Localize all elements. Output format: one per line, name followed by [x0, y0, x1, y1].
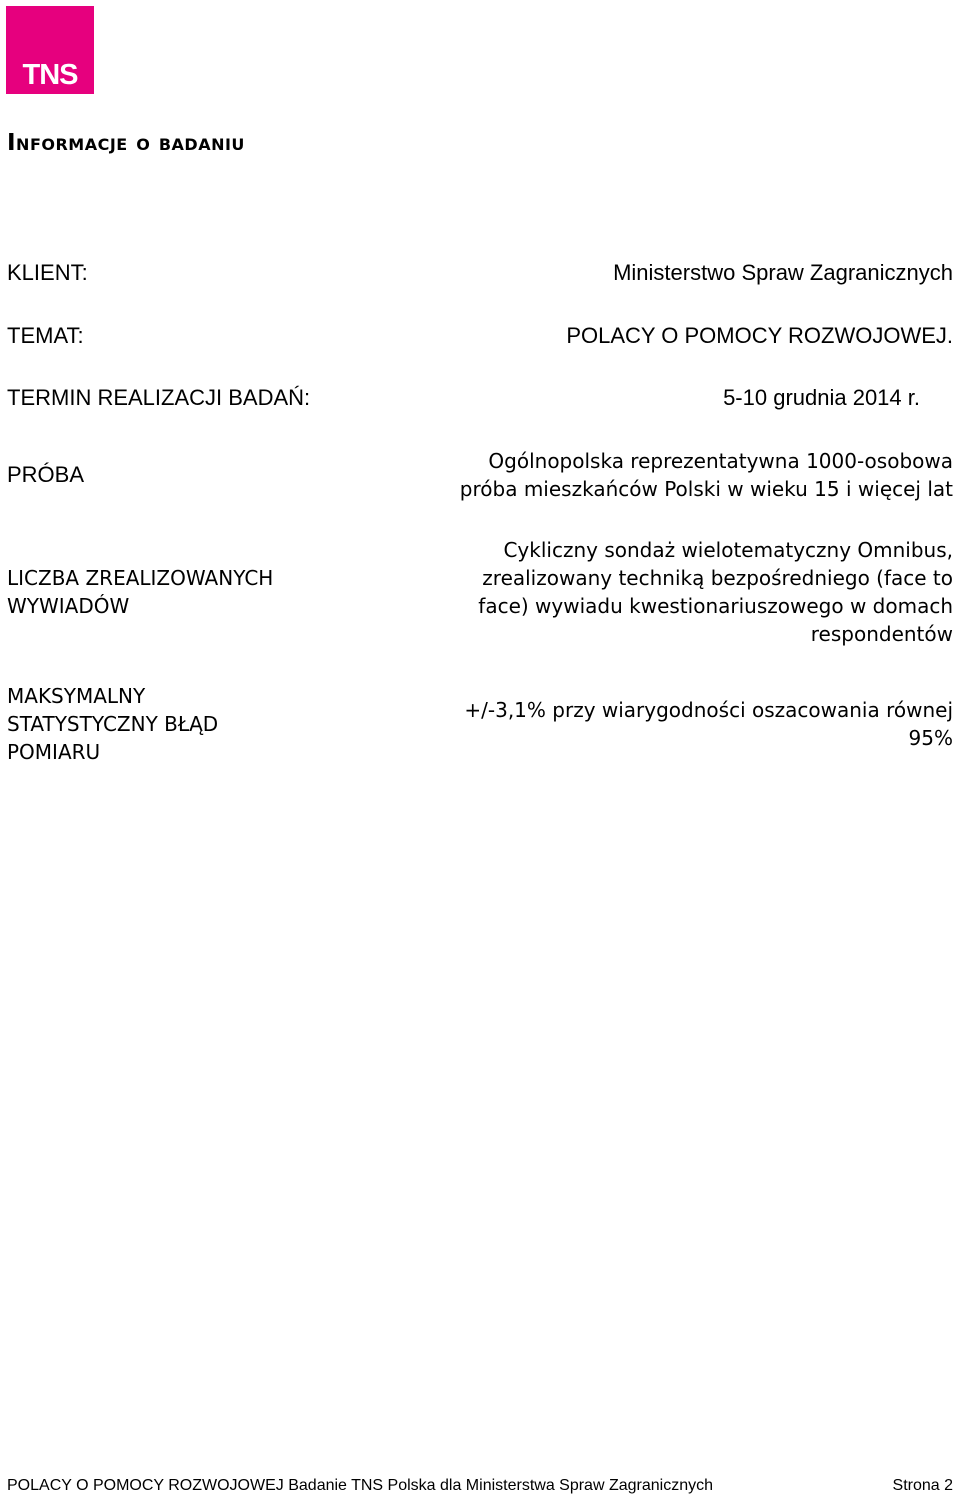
- liczba-value-line: face) wywiadu kwestionariuszowego w domach: [478, 594, 953, 618]
- klient-value: Ministerstwo Spraw Zagranicznych: [613, 260, 953, 285]
- blad-value: [464, 696, 953, 752]
- blad-label-line: MAKSYMALNY: [7, 684, 146, 708]
- blad-value-line: 95%: [908, 726, 953, 750]
- liczba-value-line: respondentów: [810, 622, 953, 646]
- liczba-label-line: WYWIADÓW: [7, 594, 130, 618]
- blad-label-line: STATYSTYCZNY BŁĄD: [7, 712, 219, 736]
- termin-value: 5-10 grudnia 2014 r.: [723, 385, 920, 410]
- liczba-label: [7, 564, 273, 620]
- blad-label: [7, 682, 218, 766]
- proba-value: [460, 447, 953, 503]
- liczba-value-line: zrealizowany techniką bezpośredniego (face to: [482, 566, 953, 590]
- proba-label: PRÓBA: [7, 462, 85, 487]
- blad-value-line: +/-3,1% przy wiarygodności oszacowania równej: [464, 698, 953, 722]
- temat-label: TEMAT:: [7, 323, 84, 348]
- temat-value: POLACY O POMOCY ROZWOJOWEJ.: [566, 323, 953, 348]
- footer-title: POLACY O POMOCY ROZWOJOWEJ Badanie TNS Polska dla Ministerstwa Spraw Zagranicznych: [7, 1477, 713, 1494]
- termin-label: TERMIN REALIZACJI BADAŃ:: [7, 385, 311, 410]
- proba-value-line: Ogólnopolska reprezentatywna 1000-osobowa: [488, 449, 953, 473]
- proba-value-line: próba mieszkańców Polski w wieku 15 i więcej lat: [459, 477, 953, 501]
- blad-label-line: POMIARU: [7, 740, 101, 764]
- liczba-value: [478, 536, 953, 648]
- logo-text: TNS: [22, 59, 78, 91]
- page-number: Strona 2: [892, 1477, 953, 1494]
- page-title: Informacje o badaniu: [7, 130, 245, 156]
- klient-label: KLIENT:: [7, 260, 88, 285]
- tns-logo: [6, 6, 94, 94]
- liczba-label-line: LICZBA ZREALIZOWANYCH: [7, 566, 274, 590]
- liczba-value-line: Cykliczny sondaż wielotematyczny Omnibus,: [503, 538, 953, 562]
